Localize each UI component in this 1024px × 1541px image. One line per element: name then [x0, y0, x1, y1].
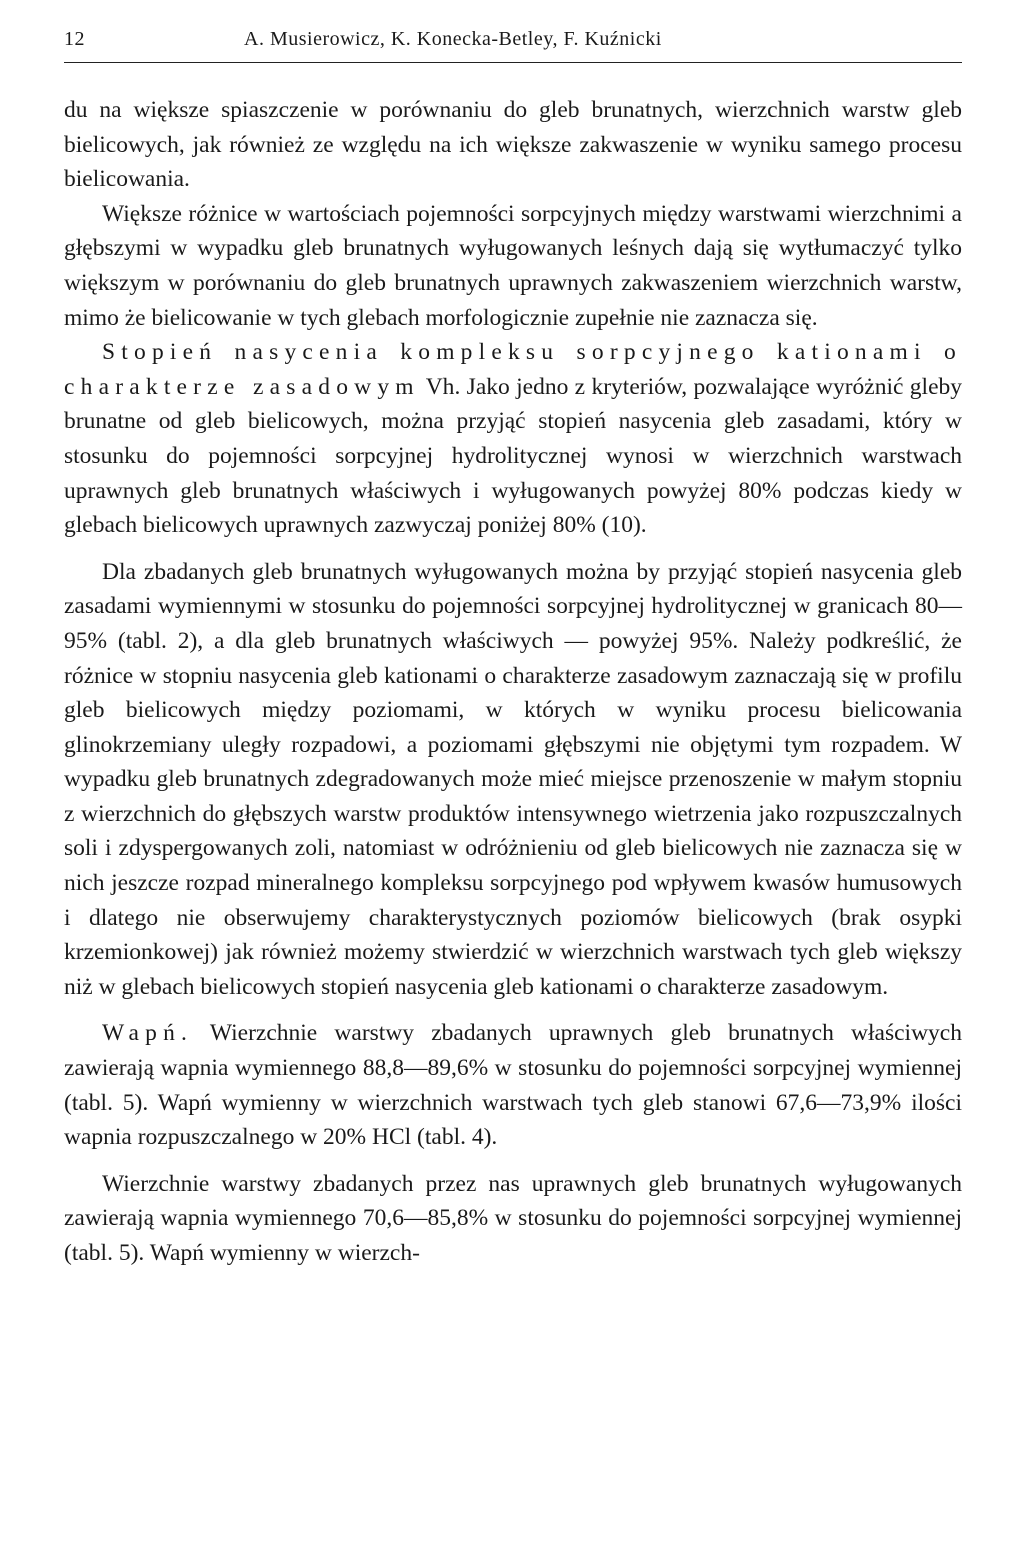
symbol-vh: Vh	[425, 373, 455, 400]
page-number: 12	[64, 28, 85, 50]
paragraph-6: Wierzchnie warstwy zbadanych przez nas uprawnych gleb brunatnych wyługowanych zawierają wapnia wymiennego 70,6—85,8% w stosunku do pojemności sorpcyjnej wymiennej (tabl. 5). Wapń wymienny w wierzch-	[64, 1170, 962, 1266]
running-header	[64, 28, 962, 62]
paragraph-3-text: . Jako jedno z kryteriów, pozwalające wyróżnić gleby brunatne od gleb bielicowych, można przyjąć stopień nasycenia gleb zasadami, który w stosunku do pojemności sorpcyjnej hydrolitycznej wynosi w wierzchnich warstwach uprawnych gleb brunatnych właściwych i wyługowanych powyżej 80% podczas kiedy w glebach bielicowych uprawnych zazwyczaj poniżej 80% (10).	[64, 373, 962, 539]
section-heading-saturation: Stopień nasycenia kompleksu sorpcyjnego kationami o charakterze zasadowym	[64, 339, 962, 400]
paragraph-1: du na większe spiaszczenie w porównaniu do gleb brunatnych, wierzchnich warstw gleb bielicowych, jak również ze względu na ich większe zakwaszenie w wyniku samego procesu bielicowania.	[64, 97, 962, 193]
paragraph-3	[64, 335, 962, 543]
running-title: A. Musierowicz, K. Konecka-Betley, F. Kuźnicki	[244, 28, 662, 50]
section-heading-calcium: Wapń.	[102, 1020, 194, 1047]
paragraph-4: Dla zbadanych gleb brunatnych wyługowanych można by przyjąć stopień nasycenia gleb zasadami wymiennymi w stosunku do pojemności sorpcyjnej hydrolitycznej w granicach 80—95% (tabl. 2), a dla gleb brunatnych właściwych — powyżej 95%. Należy podkreślić, że różnice w stopniu nasycenia gleb kationami o charakterze zasadowym zaznaczają się w profilu gleb bielicowych między poziomami, w których w wyniku procesu bielicowania glinokrzemiany uległy rozpadowi, a poziomami głębszymi nie objętymi tym rozpadem. W wypadku gleb brunatnych zdegradowanych może mieć miejsce przenoszenie w małym stopniu z wierzchnich do głębszych warstw produktów intensywnego wietrzenia jako rozpuszczalnych soli i zdyspergowanych zoli, natomiast w odróżnieniu od gleb bielicowych nie zaznacza się w nich jeszcze rozpad mineralnego kompleksu sorpcyjnego pod wpływem kwasów humusowych i dlatego nie obserwujemy charakterystycznych poziomów bielicowych (brak osypki krzemionkowej) jak również możemy stwierdzić w wierzchnich warstwach tych gleb większy niż w glebach bielicowych stopień nasycenia gleb kationami o charakterze zasadowym.	[64, 558, 962, 1000]
paragraph-2: Większe różnice w wartościach pojemności sorpcyjnych między warstwami wierzchnimi a głębszymi w wypadku gleb brunatnych wyługowanych leśnych dają się wytłumaczyć tylko większym w porównaniu do gleb brunatnych uprawnych zakwaszeniem wierzchnich warstw, mimo że bielicowanie w tych glebach morfologicznie zupełnie nie zaznacza się.	[64, 200, 962, 331]
header-rule	[64, 62, 962, 63]
paragraph-5-text: Wierzchnie warstwy zbadanych uprawnych gleb brunatnych właściwych zawierają wapnia wymiennego 88,8—89,6% w stosunku do pojemności sorpcyjnej wymiennej (tabl. 5). Wapń wymienny w wierzchnich warstwach tych gleb stanowi 67,6—73,9% ilości wapnia rozpuszczalnego w 20% HCl (tabl. 4).	[64, 1020, 962, 1151]
paragraph-5	[64, 1016, 962, 1154]
